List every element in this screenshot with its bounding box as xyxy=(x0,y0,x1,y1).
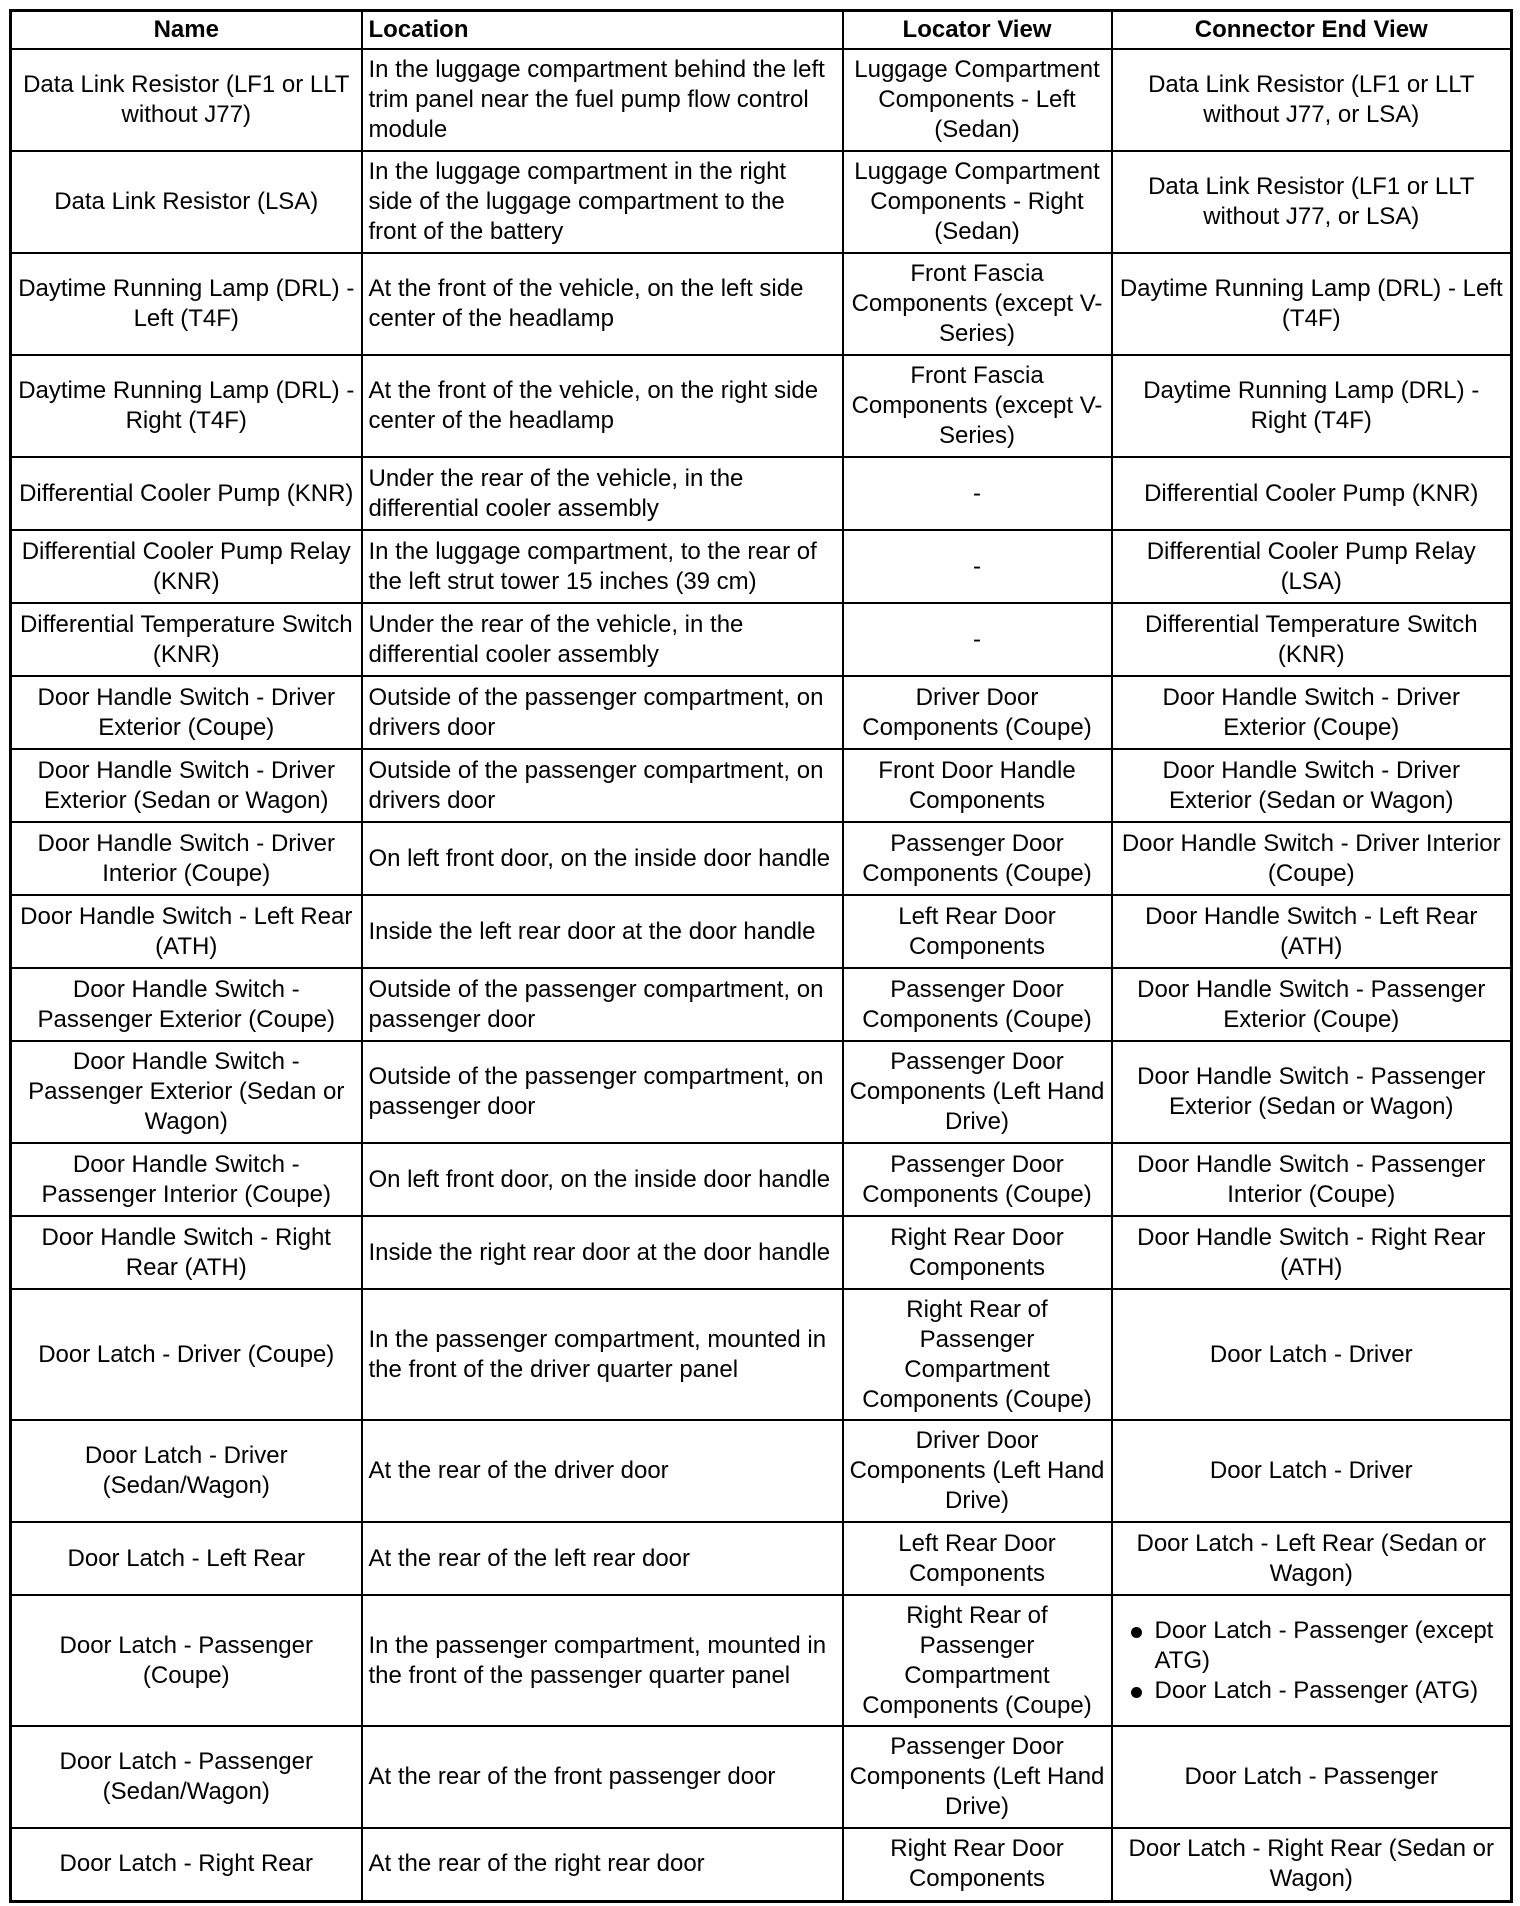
cell-locator-view[interactable]: Driver Door Components (Left Hand Drive) xyxy=(843,1420,1112,1522)
cell-name: Door Latch - Passenger (Coupe) xyxy=(11,1595,362,1726)
cell-name: Door Handle Switch - Right Rear (ATH) xyxy=(11,1216,362,1289)
cell-locator-view[interactable]: Right Rear Door Components xyxy=(843,1216,1112,1289)
connector-end-view-list xyxy=(1119,1616,1505,1706)
table-row xyxy=(11,355,1512,457)
cell-locator-view[interactable]: Passenger Door Components (Coupe) xyxy=(843,1143,1112,1216)
cell-connector-end-view[interactable]: Door Latch - Right Rear (Sedan or Wagon) xyxy=(1112,1828,1512,1901)
cell-location: In the luggage compartment behind the left trim panel near the fuel pump flow control module xyxy=(362,49,843,151)
table-row xyxy=(11,457,1512,530)
cell-name: Door Handle Switch - Passenger Exterior (Coupe) xyxy=(11,968,362,1041)
cell-name: Door Latch - Driver (Sedan/Wagon) xyxy=(11,1420,362,1522)
cell-connector-end-view[interactable]: Daytime Running Lamp (DRL) - Right (T4F) xyxy=(1112,355,1512,457)
table-row xyxy=(11,1522,1512,1595)
cell-name: Daytime Running Lamp (DRL) - Left (T4F) xyxy=(11,253,362,355)
cell-connector-end-view[interactable]: Data Link Resistor (LF1 or LLT without J77, or LSA) xyxy=(1112,151,1512,253)
cell-name: Data Link Resistor (LF1 or LLT without J77) xyxy=(11,49,362,151)
table-row xyxy=(11,1726,1512,1828)
cell-connector-end-view xyxy=(1112,1595,1512,1726)
cell-locator-view[interactable]: Passenger Door Components (Left Hand Drive) xyxy=(843,1041,1112,1143)
cell-locator-view[interactable]: Right Rear of Passenger Compartment Components (Coupe) xyxy=(843,1595,1112,1726)
table-row xyxy=(11,1420,1512,1522)
cell-name: Door Latch - Driver (Coupe) xyxy=(11,1289,362,1420)
cell-name: Door Handle Switch - Driver Exterior (Sedan or Wagon) xyxy=(11,749,362,822)
cell-connector-end-view[interactable]: Door Handle Switch - Passenger Interior (Coupe) xyxy=(1112,1143,1512,1216)
table-row xyxy=(11,603,1512,676)
cell-locator-view: - xyxy=(843,530,1112,603)
cell-location: At the rear of the left rear door xyxy=(362,1522,843,1595)
cell-locator-view[interactable]: Passenger Door Components (Left Hand Drive) xyxy=(843,1726,1112,1828)
table-row xyxy=(11,530,1512,603)
cell-locator-view[interactable]: Right Rear Door Components xyxy=(843,1828,1112,1901)
cell-location: Under the rear of the vehicle, in the differential cooler assembly xyxy=(362,603,843,676)
cell-connector-end-view[interactable]: Differential Cooler Pump Relay (LSA) xyxy=(1112,530,1512,603)
cell-connector-end-view[interactable]: Door Latch - Driver xyxy=(1112,1289,1512,1420)
cell-locator-view[interactable]: Luggage Compartment Components - Left (Sedan) xyxy=(843,49,1112,151)
cell-locator-view[interactable]: Front Fascia Components (except V-Series) xyxy=(843,253,1112,355)
cell-connector-end-view[interactable]: Door Latch - Passenger xyxy=(1112,1726,1512,1828)
cell-connector-end-view[interactable]: Daytime Running Lamp (DRL) - Left (T4F) xyxy=(1112,253,1512,355)
cell-name: Door Handle Switch - Passenger Interior (Coupe) xyxy=(11,1143,362,1216)
cell-connector-end-view[interactable]: Differential Cooler Pump (KNR) xyxy=(1112,457,1512,530)
table-row xyxy=(11,1216,1512,1289)
cell-location: At the rear of the front passenger door xyxy=(362,1726,843,1828)
table-row xyxy=(11,968,1512,1041)
cell-locator-view[interactable]: Luggage Compartment Components - Right (Sedan) xyxy=(843,151,1112,253)
cell-name: Door Latch - Left Rear xyxy=(11,1522,362,1595)
cell-location: In the luggage compartment, to the rear of the left strut tower 15 inches (39 cm) xyxy=(362,530,843,603)
list-item[interactable]: Door Latch - Passenger (except ATG) xyxy=(1119,1616,1505,1676)
cell-name: Data Link Resistor (LSA) xyxy=(11,151,362,253)
header-connector-end-view: Connector End View xyxy=(1112,11,1512,50)
cell-connector-end-view[interactable]: Door Handle Switch - Right Rear (ATH) xyxy=(1112,1216,1512,1289)
cell-location: At the rear of the driver door xyxy=(362,1420,843,1522)
cell-connector-end-view[interactable]: Door Handle Switch - Driver Interior (Coupe) xyxy=(1112,822,1512,895)
cell-location: Under the rear of the vehicle, in the differential cooler assembly xyxy=(362,457,843,530)
cell-locator-view[interactable]: Passenger Door Components (Coupe) xyxy=(843,968,1112,1041)
header-locator-view: Locator View xyxy=(843,11,1112,50)
table-row xyxy=(11,1828,1512,1901)
cell-location: In the passenger compartment, mounted in the front of the passenger quarter panel xyxy=(362,1595,843,1726)
table-row xyxy=(11,1595,1512,1726)
cell-location: At the front of the vehicle, on the right side center of the headlamp xyxy=(362,355,843,457)
list-item[interactable]: Door Latch - Passenger (ATG) xyxy=(1119,1676,1505,1706)
table-row xyxy=(11,1289,1512,1420)
cell-connector-end-view[interactable]: Door Handle Switch - Driver Exterior (Sedan or Wagon) xyxy=(1112,749,1512,822)
cell-name: Door Handle Switch - Passenger Exterior (Sedan or Wagon) xyxy=(11,1041,362,1143)
header-name: Name xyxy=(11,11,362,50)
table-row xyxy=(11,895,1512,968)
cell-name: Door Handle Switch - Left Rear (ATH) xyxy=(11,895,362,968)
cell-connector-end-view[interactable]: Door Handle Switch - Passenger Exterior (Coupe) xyxy=(1112,968,1512,1041)
cell-location: In the luggage compartment in the right side of the luggage compartment to the front of the battery xyxy=(362,151,843,253)
cell-location: Outside of the passenger compartment, on passenger door xyxy=(362,968,843,1041)
table-row xyxy=(11,1041,1512,1143)
cell-locator-view: - xyxy=(843,457,1112,530)
cell-connector-end-view[interactable]: Differential Temperature Switch (KNR) xyxy=(1112,603,1512,676)
cell-location: Inside the right rear door at the door handle xyxy=(362,1216,843,1289)
cell-location: In the passenger compartment, mounted in the front of the driver quarter panel xyxy=(362,1289,843,1420)
component-locator-table xyxy=(9,9,1513,1903)
cell-location: At the front of the vehicle, on the left side center of the headlamp xyxy=(362,253,843,355)
cell-name: Differential Cooler Pump (KNR) xyxy=(11,457,362,530)
header-row xyxy=(11,11,1512,50)
cell-location: Outside of the passenger compartment, on drivers door xyxy=(362,749,843,822)
cell-name: Differential Cooler Pump Relay (KNR) xyxy=(11,530,362,603)
table-row xyxy=(11,822,1512,895)
cell-location: Outside of the passenger compartment, on passenger door xyxy=(362,1041,843,1143)
cell-locator-view[interactable]: Driver Door Components (Coupe) xyxy=(843,676,1112,749)
cell-connector-end-view[interactable]: Door Latch - Driver xyxy=(1112,1420,1512,1522)
cell-locator-view[interactable]: Left Rear Door Components xyxy=(843,1522,1112,1595)
cell-locator-view[interactable]: Front Door Handle Components xyxy=(843,749,1112,822)
table-row xyxy=(11,749,1512,822)
cell-connector-end-view[interactable]: Door Handle Switch - Left Rear (ATH) xyxy=(1112,895,1512,968)
table-row xyxy=(11,151,1512,253)
cell-location: At the rear of the right rear door xyxy=(362,1828,843,1901)
table-row xyxy=(11,253,1512,355)
cell-locator-view: - xyxy=(843,603,1112,676)
cell-connector-end-view[interactable]: Door Handle Switch - Driver Exterior (Coupe) xyxy=(1112,676,1512,749)
cell-locator-view[interactable]: Right Rear of Passenger Compartment Components (Coupe) xyxy=(843,1289,1112,1420)
cell-location: Inside the left rear door at the door handle xyxy=(362,895,843,968)
cell-location: On left front door, on the inside door handle xyxy=(362,822,843,895)
cell-location: On left front door, on the inside door handle xyxy=(362,1143,843,1216)
cell-name: Daytime Running Lamp (DRL) - Right (T4F) xyxy=(11,355,362,457)
cell-name: Door Handle Switch - Driver Interior (Coupe) xyxy=(11,822,362,895)
cell-name: Differential Temperature Switch (KNR) xyxy=(11,603,362,676)
table-row xyxy=(11,676,1512,749)
cell-name: Door Latch - Right Rear xyxy=(11,1828,362,1901)
cell-name: Door Handle Switch - Driver Exterior (Coupe) xyxy=(11,676,362,749)
cell-locator-view[interactable]: Front Fascia Components (except V-Series) xyxy=(843,355,1112,457)
table-row xyxy=(11,49,1512,151)
cell-locator-view[interactable]: Left Rear Door Components xyxy=(843,895,1112,968)
header-location: Location xyxy=(362,11,843,50)
cell-name: Door Latch - Passenger (Sedan/Wagon) xyxy=(11,1726,362,1828)
cell-connector-end-view[interactable]: Data Link Resistor (LF1 or LLT without J77, or LSA) xyxy=(1112,49,1512,151)
cell-location: Outside of the passenger compartment, on drivers door xyxy=(362,676,843,749)
cell-locator-view[interactable]: Passenger Door Components (Coupe) xyxy=(843,822,1112,895)
cell-connector-end-view[interactable]: Door Latch - Left Rear (Sedan or Wagon) xyxy=(1112,1522,1512,1595)
cell-connector-end-view[interactable]: Door Handle Switch - Passenger Exterior (Sedan or Wagon) xyxy=(1112,1041,1512,1143)
table-row xyxy=(11,1143,1512,1216)
